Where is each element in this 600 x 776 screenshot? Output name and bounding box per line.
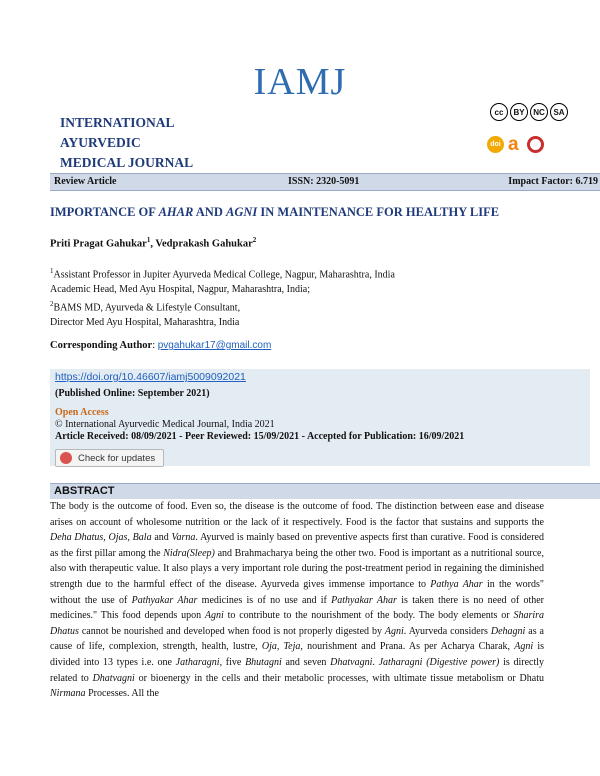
by-icon: BY [510, 103, 528, 121]
copyright: © International Ayurvedic Medical Journal, India 2021 [55, 419, 275, 430]
authors: Priti Pragat Gahukar$^1$, Vedprakash Gahukar$^2$ [50, 236, 257, 250]
crossmark-icon [60, 452, 72, 464]
cc-license-badge[interactable] [490, 103, 568, 121]
article-info-bar [50, 173, 600, 191]
check-for-updates-button[interactable] [55, 449, 164, 467]
journal-name-line3: MEDICAL JOURNAL [60, 155, 194, 170]
article-dates: Article Received: 08/09/2021 - Peer Reviewed: 15/09/2021 - Accepted for Publication: 16/09/2021 [55, 431, 465, 442]
affiliations: $^1$Assistant Professor in Jupiter Ayurveda Medical College, Nagpur, Maharashtra, India Academic Head, Med Ayu Hospital, Nagpur, Maharashtra, India; $^2$BAMS MD, Ayurveda & Lifestyle Consultant, Director Med Ayu Hospital, Maharashtra, India [50, 267, 395, 329]
nc-icon: NC [530, 103, 548, 121]
doi-link[interactable]: https://doi.org/10.46607/iamj5009092021 [55, 371, 246, 383]
journal-logo: IAMJ [253, 61, 347, 103]
check-for-updates-label: Check for updates [78, 453, 156, 464]
doi-icon[interactable]: doi [487, 136, 504, 153]
author-1: Priti Pragat Gahukar [50, 238, 147, 250]
crossmark-icon[interactable] [527, 136, 544, 153]
author-email-link[interactable]: pvgahukar17@gmail.com [157, 340, 272, 351]
journal-name [60, 113, 193, 173]
open-access-icon[interactable]: a [508, 134, 519, 155]
journal-name-line2: AYURVEDIC [60, 135, 141, 150]
journal-name-line1: INTERNATIONAL [60, 115, 175, 130]
corresponding-author: Corresponding Author: pvgahukar17@gmail.com [50, 340, 272, 351]
sa-icon: SA [550, 103, 568, 121]
author-2: Vedprakash Gahukar [155, 238, 253, 250]
impact-factor: Impact Factor: 6.719 [508, 176, 598, 187]
cc-icon: cc [490, 103, 508, 121]
published-online: (Published Online: September 2021) [55, 388, 210, 399]
abstract-heading-bar [50, 483, 600, 499]
article-title: IMPORTANCE OF AHAR AND AGNI IN MAINTENANCE FOR HEALTHY LIFE [50, 205, 500, 219]
open-access-label: Open Access [55, 407, 109, 418]
article-type: Review Article [54, 176, 117, 187]
abstract-text: The body is the outcome of food. Even so, the disease is the outcome of food. The distinction between ease and disease arises on account of wholesome nutrition or the lack of it respectively. Food is the factor that sustains and supports the Deha Dhatus, Ojas, Bala and Varna. Ayurved is mainly based on preventive aspects first than curative. Food is considered as the first pillar among the Nidra(Sleep) and Brahmacharya being the other two. Food is important as a nutritional source, also with therapeutic value. It also plays a very important role during the post-treatment period in regaining the diminished strength due to the harmful effect of the disease. Ayurveda gives immense importance to Pathya Ahar in the words" without the use of Pathyakar Ahar medicines is of no use and if Pathyakar Ahar is taken there is no need of other medicines." This food depends upon Agni to contribute to the nourishment of the body. The body elements or Sharira Dhatus cannot be nourished and developed when food is not properly digested by Agni. Ayurveda considers Dehagni as a cause of life, complexion, strength, health, lustre, Oja, Teja, nourishment and Prana. As per Acharya Charak, Agni is divided into 13 types i.e. one Jatharagni, five Bhutagni and seven Dhatvagni. Jatharagni (Digestive power) is directly related to Dhatvagni or bioenergy in the cells and their metabolic processes, with ultimate tissue metabolism or Dhatu Nirmana Processes. All the [50, 501, 545, 700]
abstract-heading: ABSTRACT [54, 485, 115, 497]
issn: ISSN: 2320-5091 [288, 176, 360, 187]
